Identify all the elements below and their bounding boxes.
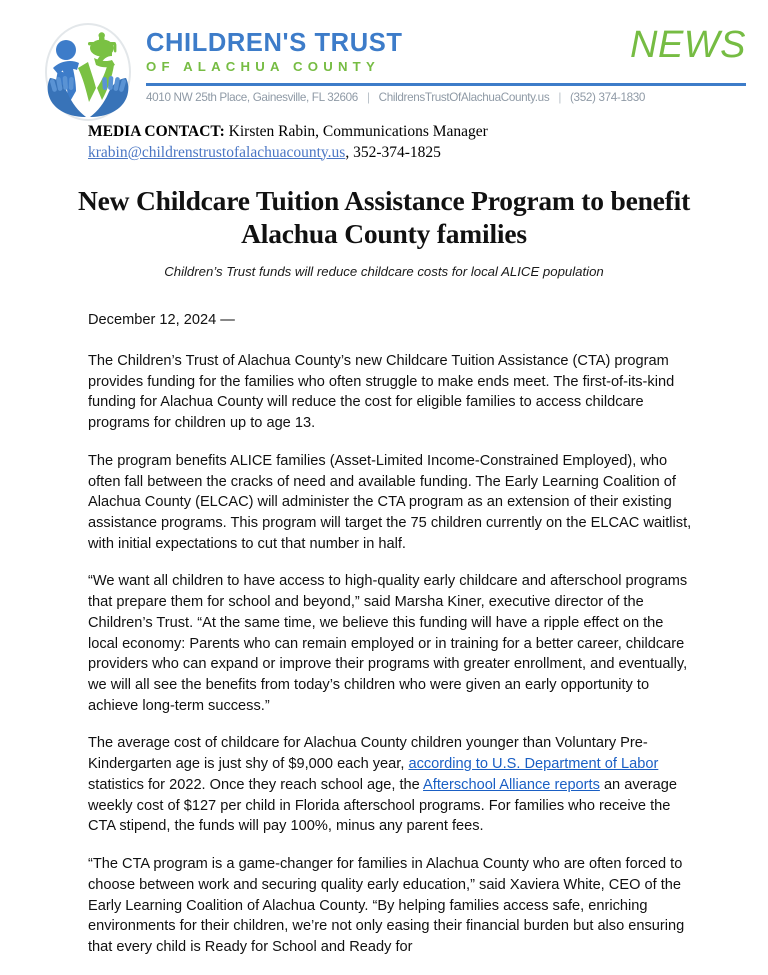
media-contact-email-link[interactable]: krabin@childrenstrustofalachuacounty.us [88,143,346,161]
afterschool-alliance-link[interactable]: Afterschool Alliance reports [423,776,600,793]
org-phone: (352) 374-1830 [570,91,646,104]
article-headline: New Childcare Tuition Assistance Program to benefit Alachua County families [77,185,691,249]
organization-wordmark [146,30,403,76]
letterhead-header [0,0,768,122]
contact-separator-2: | [558,91,562,104]
org-website[interactable]: ChildrensTrustOfAlachuaCounty.us [378,91,550,104]
dol-statistics-link[interactable]: according to U.S. Department of Labor [408,756,659,773]
article-paragraph-4 [88,733,696,837]
paragraph-4-text-a: The average cost of childcare for Alachua County children younger than Voluntary Pre-Kindergarten age is just shy of $9,000 each year, [88,735,648,773]
org-name-primary: CHILDREN'S TRUST [146,29,403,57]
media-contact-person: Kirsten Rabin, Communications Manager [224,123,488,140]
media-contact-block [88,122,688,163]
article-body [88,310,696,957]
letterhead-contact-strip [146,91,750,104]
org-name-secondary: OF ALACHUA COUNTY [146,59,380,75]
paragraph-4-text-c: an average weekly cost of $127 per child in Florida afterschool programs. For families who receive the CTA stipend, the funds will pay 100%, minus any parent fees. [88,776,677,835]
article-paragraph-3: “We want all children to have access to high-quality early childcare and afterschool programs that prepare them for school and beyond,” said Marsha Kiner, executive director of the Children’s Trust. “At the same time, we believe this funding will have a ripple effect on the local economy: Parents who can remain employed or in training for a better career, childcare providers who can expand or improve their programs with greater enrollment, and eventually, we will all see the benefits from today’s children who were given an early opportunity to achieve long-term success.” [88,573,688,714]
article-paragraph-1: The Children’s Trust of Alachua County’s new Childcare Tuition Assistance (CTA) program provides funding for the families who often struggle to make ends meet. The first-of-its-kind funding for Alachua County will reduce the cost for eligible families to access childcare programs for children up to age 13. [88,352,675,432]
childrens-trust-logo-icon [36,22,140,122]
article-paragraph-2: The program benefits ALICE families (Asset-Limited Income-Constrained Employed), who often fall between the cracks of need and available funding. The Early Learning Coalition of Alachua County (ELCAC) will administer the CTA program as an extension of their existing assistance programs. This program will target the 75 children currently on the ELCAC waitlist, with initial expectations to cut that number in half. [88,452,692,552]
article-subheadline: Children’s Trust funds will reduce childcare costs for local ALICE population [164,264,604,280]
news-badge: NEWS [630,24,746,66]
media-contact-label: MEDIA CONTACT: [88,123,225,140]
contact-separator-1: | [366,91,370,104]
media-contact-phone: , 352-374-1825 [345,143,441,161]
org-address: 4010 NW 25th Place, Gainesville, FL 32606 [146,91,358,104]
document-content [0,122,768,975]
article-dateline: December 12, 2024 — [88,312,235,329]
paragraph-4-text-b: statistics for 2022. Once they reach school age, the [88,776,424,793]
article-paragraph-5: “The CTA program is a game-changer for families in Alachua County who are often forced to choose between work and securing quality early education,” said Xaviera White, CEO of the Early Learning Coalition of Alachua County. “By helping families access safe, enriching environments for their children, we’re not only easing their financial burden but also ensuring that every child is Ready for School and Ready for [88,856,685,955]
header-divider-rule [146,83,746,86]
